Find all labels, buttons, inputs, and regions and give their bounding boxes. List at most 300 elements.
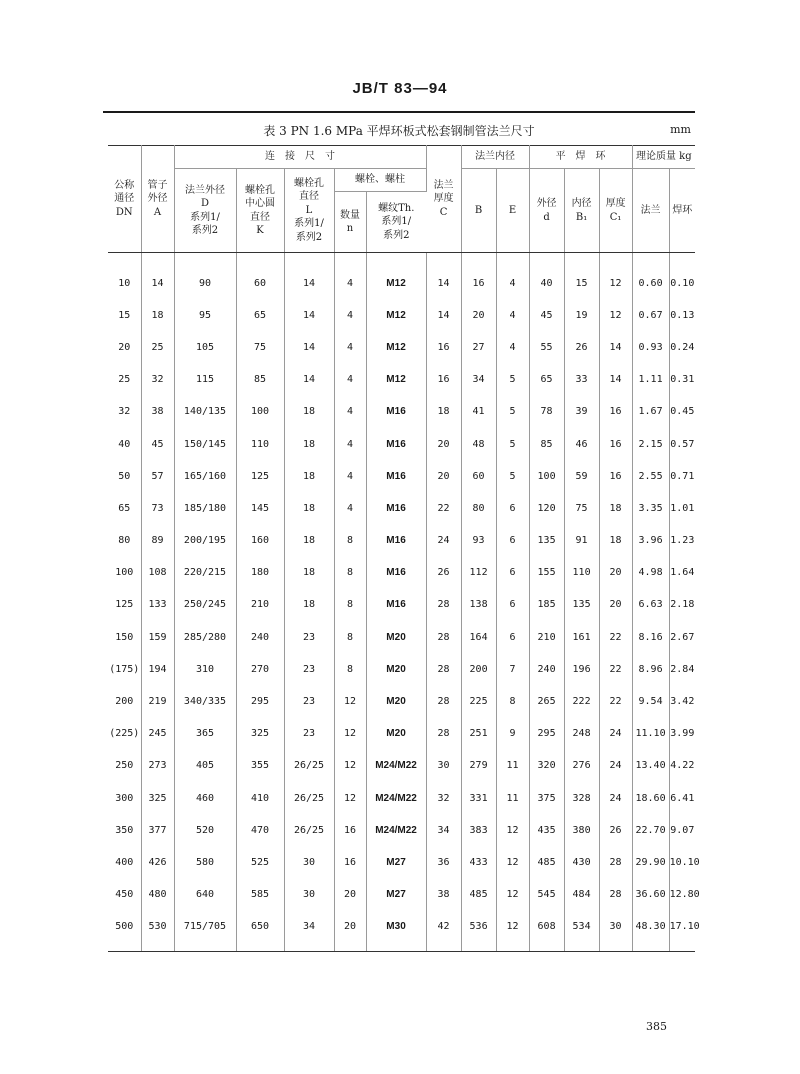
- table-cell: 8: [334, 557, 366, 589]
- table-cell: 4: [334, 364, 366, 396]
- table-cell: 12: [334, 782, 366, 814]
- table-title: 表 3 PN 1.6 MPa 平焊环板式松套钢制管法兰尺寸: [263, 124, 535, 138]
- table-cell: 6: [496, 492, 529, 524]
- table-cell: 4: [334, 428, 366, 460]
- table-cell: 4: [496, 253, 529, 300]
- table-cell: 185/180: [174, 492, 236, 524]
- col-ring-od: 外径 d: [529, 169, 564, 253]
- table-cell: 29.90: [632, 846, 669, 878]
- table-cell: 18.60: [632, 782, 669, 814]
- table-cell: 38: [426, 879, 461, 911]
- table-cell: 484: [564, 879, 599, 911]
- table-cell: 112: [461, 557, 496, 589]
- table-cell: 5: [496, 428, 529, 460]
- table-cell: M12: [366, 299, 426, 331]
- table-cell: 93: [461, 525, 496, 557]
- table-cell: 20: [108, 331, 141, 363]
- table-cell: M16: [366, 525, 426, 557]
- col-thread: 螺纹Th. 系列1/ 系列2: [366, 192, 426, 253]
- table-cell: 210: [236, 589, 284, 621]
- table-cell: 194: [141, 653, 174, 685]
- group-bore: 法兰内径: [461, 146, 529, 169]
- table-cell: (225): [108, 718, 141, 750]
- table-cell: 161: [564, 621, 599, 653]
- table-unit: mm: [670, 123, 691, 136]
- col-mass-ring: 焊环: [669, 169, 695, 253]
- table-cell: 16: [599, 460, 632, 492]
- table-cell: 20: [334, 879, 366, 911]
- table-cell: 32: [141, 364, 174, 396]
- table-cell: 325: [236, 718, 284, 750]
- table-cell: 28: [599, 879, 632, 911]
- table-cell: 240: [236, 621, 284, 653]
- table-cell: 65: [236, 299, 284, 331]
- table-row: [108, 750, 695, 782]
- table-cell: 4: [334, 396, 366, 428]
- table-cell: 28: [426, 589, 461, 621]
- table-cell: 14: [599, 331, 632, 363]
- table-cell: 75: [564, 492, 599, 524]
- table-cell: 14: [284, 253, 334, 300]
- table-cell: 28: [426, 718, 461, 750]
- table-cell: 0.93: [632, 331, 669, 363]
- table-cell: 108: [141, 557, 174, 589]
- table-cell: 12: [334, 718, 366, 750]
- table-cell: 135: [564, 589, 599, 621]
- table-cell: 26: [564, 331, 599, 363]
- table-cell: 32: [426, 782, 461, 814]
- table-cell: 55: [529, 331, 564, 363]
- table-cell: 2.15: [632, 428, 669, 460]
- table-cell: 220/215: [174, 557, 236, 589]
- table-cell: 295: [236, 685, 284, 717]
- table-cell: 42: [426, 911, 461, 952]
- table-cell: 8: [334, 525, 366, 557]
- table-cell: 73: [141, 492, 174, 524]
- table-cell: 225: [461, 685, 496, 717]
- table-cell: 23: [284, 653, 334, 685]
- table-cell: 8: [334, 653, 366, 685]
- table-cell: 222: [564, 685, 599, 717]
- table-row: [108, 331, 695, 363]
- table-cell: 155: [529, 557, 564, 589]
- table-cell: 250: [108, 750, 141, 782]
- table-cell: 715/705: [174, 911, 236, 952]
- table-cell: 30: [426, 750, 461, 782]
- table-cell: 185: [529, 589, 564, 621]
- table-cell: M16: [366, 460, 426, 492]
- table-row: [108, 846, 695, 878]
- table-cell: 500: [108, 911, 141, 952]
- table-cell: 251: [461, 718, 496, 750]
- table-cell: 91: [564, 525, 599, 557]
- table-cell: 100: [236, 396, 284, 428]
- table-cell: M27: [366, 846, 426, 878]
- table-cell: 2.55: [632, 460, 669, 492]
- table-cell: 16: [334, 846, 366, 878]
- table-cell: 16: [461, 253, 496, 300]
- table-cell: 8.16: [632, 621, 669, 653]
- table-cell: 11: [496, 782, 529, 814]
- table-cell: 7: [496, 653, 529, 685]
- table-cell: 6.41: [670, 792, 695, 804]
- table-cell: 14: [284, 331, 334, 363]
- table-cell: 23: [284, 718, 334, 750]
- col-bore-b: B: [461, 169, 496, 253]
- col-bolt-count: 数量 n: [334, 192, 366, 253]
- table-cell: 45: [141, 428, 174, 460]
- table-cell: 25: [108, 364, 141, 396]
- table-caption: [103, 122, 695, 142]
- col-bore-e: E: [496, 169, 529, 253]
- col-pipe-od: 管子 外径 A: [141, 146, 174, 253]
- table-cell: 196: [564, 653, 599, 685]
- table-cell: 160: [236, 525, 284, 557]
- table-cell: 8: [334, 621, 366, 653]
- table-cell: 60: [461, 460, 496, 492]
- table-cell: 14: [599, 364, 632, 396]
- table-cell: M27: [366, 879, 426, 911]
- table-cell: 5: [496, 460, 529, 492]
- header-rule: [103, 111, 695, 113]
- table-cell: 150: [108, 621, 141, 653]
- table-cell: 8.96: [632, 653, 669, 685]
- table-cell: 270: [236, 653, 284, 685]
- table-cell: 9.54: [632, 685, 669, 717]
- table-cell: 10.10: [669, 856, 700, 868]
- table-cell: 18: [284, 589, 334, 621]
- table-cell: M30: [366, 911, 426, 952]
- table-cell: 480: [141, 879, 174, 911]
- table-cell: M12: [366, 253, 426, 300]
- table-cell: 12: [334, 750, 366, 782]
- table-cell: 248: [564, 718, 599, 750]
- table-cell: 135: [529, 525, 564, 557]
- table-cell: 250/245: [174, 589, 236, 621]
- table-cell: 110: [236, 428, 284, 460]
- table-cell: 530: [141, 911, 174, 952]
- document-code: JB/T 83—94: [352, 80, 448, 97]
- table-row: [108, 492, 695, 524]
- table-row: [108, 299, 695, 331]
- table-cell: 377: [141, 814, 174, 846]
- table-cell: 18: [599, 525, 632, 557]
- col-bolt-hole: 螺栓孔 直径 L 系列1/ 系列2: [284, 169, 334, 253]
- table-cell: 16: [599, 396, 632, 428]
- table-cell: 0.57: [670, 438, 695, 450]
- table-cell: 13.40: [632, 750, 669, 782]
- table-cell: M16: [366, 589, 426, 621]
- table-cell: 34: [284, 911, 334, 952]
- table-cell: 245: [141, 718, 174, 750]
- table-cell: 38: [141, 396, 174, 428]
- table-cell: 545: [529, 879, 564, 911]
- table-cell: 200: [108, 685, 141, 717]
- table-cell: 470: [236, 814, 284, 846]
- table-cell: 22.70: [632, 814, 669, 846]
- table-cell: 39: [564, 396, 599, 428]
- table-cell: 4.22: [670, 760, 695, 772]
- group-connection: 连 接 尺 寸: [174, 146, 426, 169]
- table-cell: 2.67: [670, 631, 695, 643]
- table-cell: 26: [599, 814, 632, 846]
- table-cell: M16: [366, 492, 426, 524]
- table-cell: 59: [564, 460, 599, 492]
- table-row: [108, 428, 695, 460]
- table-cell: 1.67: [632, 396, 669, 428]
- table-cell: 20: [334, 911, 366, 952]
- table-cell: 65: [108, 492, 141, 524]
- table-cell: 138: [461, 589, 496, 621]
- table-cell: 18: [426, 396, 461, 428]
- table-cell: 310: [174, 653, 236, 685]
- table-cell: 19: [564, 299, 599, 331]
- table-cell: 133: [141, 589, 174, 621]
- table-cell: 0.45: [670, 406, 695, 418]
- table-row: [108, 253, 695, 300]
- table-cell: 485: [461, 879, 496, 911]
- table-cell: 16: [599, 428, 632, 460]
- table-cell: 14: [284, 299, 334, 331]
- table-row: [108, 782, 695, 814]
- table-cell: 22: [599, 621, 632, 653]
- table-row: [108, 911, 695, 952]
- table-cell: 0.67: [632, 299, 669, 331]
- table-cell: M24/M22: [366, 750, 426, 782]
- table-cell: 22: [426, 492, 461, 524]
- table-cell: 3.42: [670, 696, 695, 708]
- table-cell: 4: [334, 492, 366, 524]
- table-cell: 26: [426, 557, 461, 589]
- table-cell: 380: [564, 814, 599, 846]
- table-cell: 12: [496, 911, 529, 952]
- table-cell: 325: [141, 782, 174, 814]
- table-cell: 24: [599, 718, 632, 750]
- table-cell: 435: [529, 814, 564, 846]
- table-cell: 60: [236, 253, 284, 300]
- table-cell: 24: [599, 750, 632, 782]
- table-cell: 95: [174, 299, 236, 331]
- table-cell: 4: [496, 299, 529, 331]
- table-cell: 23: [284, 685, 334, 717]
- table-cell: 210: [529, 621, 564, 653]
- table-cell: 450: [108, 879, 141, 911]
- table-cell: 16: [334, 814, 366, 846]
- table-cell: 9.07: [670, 824, 695, 836]
- table-row: [108, 364, 695, 396]
- table-cell: 11: [496, 750, 529, 782]
- table-cell: (175): [108, 653, 141, 685]
- table-cell: 200: [461, 653, 496, 685]
- table-cell: 640: [174, 879, 236, 911]
- table-cell: 30: [284, 846, 334, 878]
- table-cell: 14: [426, 253, 461, 300]
- table-cell: 4: [334, 253, 366, 300]
- table-cell: 426: [141, 846, 174, 878]
- table-row: [108, 589, 695, 621]
- table-cell: 328: [564, 782, 599, 814]
- table-cell: M24/M22: [366, 814, 426, 846]
- group-mass: 理论质量 kg: [632, 146, 695, 169]
- table-cell: 10: [108, 253, 141, 300]
- table-cell: 14: [284, 364, 334, 396]
- table-cell: 90: [174, 253, 236, 300]
- table-cell: 350: [108, 814, 141, 846]
- table-cell: 0.24: [670, 341, 695, 353]
- table-cell: 2.18: [670, 599, 695, 611]
- table-cell: 20: [599, 589, 632, 621]
- table-cell: 279: [461, 750, 496, 782]
- table-cell: 20: [599, 557, 632, 589]
- table-cell: 11.10: [632, 718, 669, 750]
- table-cell: 18: [284, 396, 334, 428]
- table-cell: 23: [284, 621, 334, 653]
- table-cell: 110: [564, 557, 599, 589]
- table-cell: 0.60: [632, 253, 669, 300]
- table-cell: 80: [108, 525, 141, 557]
- table-cell: 6: [496, 525, 529, 557]
- col-flange-od: 法兰外径 D 系列1/ 系列2: [174, 169, 236, 253]
- table-cell: 400: [108, 846, 141, 878]
- table-cell: 145: [236, 492, 284, 524]
- table-cell: 36: [426, 846, 461, 878]
- table-cell: 165/160: [174, 460, 236, 492]
- table-cell: 65: [529, 364, 564, 396]
- table-row: [108, 718, 695, 750]
- table-cell: 8: [496, 685, 529, 717]
- table-cell: 120: [529, 492, 564, 524]
- table-cell: 27: [461, 331, 496, 363]
- table-cell: 355: [236, 750, 284, 782]
- table-cell: 18: [284, 492, 334, 524]
- table-cell: 45: [529, 299, 564, 331]
- table-cell: 433: [461, 846, 496, 878]
- table-cell: 405: [174, 750, 236, 782]
- table-cell: 536: [461, 911, 496, 952]
- table-cell: 0.13: [670, 309, 695, 321]
- table-cell: 320: [529, 750, 564, 782]
- table-cell: 100: [529, 460, 564, 492]
- table-cell: 14: [426, 299, 461, 331]
- table-cell: 20: [461, 299, 496, 331]
- table-cell: 430: [564, 846, 599, 878]
- table-cell: 300: [108, 782, 141, 814]
- table-row: [108, 685, 695, 717]
- table-cell: 164: [461, 621, 496, 653]
- table-cell: 18: [141, 299, 174, 331]
- table-cell: 240: [529, 653, 564, 685]
- table-cell: 273: [141, 750, 174, 782]
- table-cell: 276: [564, 750, 599, 782]
- group-ring: 平 焊 环: [529, 146, 632, 169]
- col-ring-id: 内径 B₁: [564, 169, 599, 253]
- table-cell: 85: [236, 364, 284, 396]
- table-cell: 12: [496, 879, 529, 911]
- table-cell: 125: [236, 460, 284, 492]
- table-cell: 6: [496, 621, 529, 653]
- col-dn: 公称 通径 DN: [108, 146, 141, 253]
- table-cell: 40: [108, 428, 141, 460]
- table-cell: 140/135: [174, 396, 236, 428]
- table-cell: 0.71: [670, 470, 695, 482]
- table-cell: 89: [141, 525, 174, 557]
- table-cell: 18: [284, 460, 334, 492]
- table-cell: 28: [426, 621, 461, 653]
- table-cell: M20: [366, 718, 426, 750]
- table-cell: 78: [529, 396, 564, 428]
- table-cell: 24: [599, 782, 632, 814]
- table-cell: 33: [564, 364, 599, 396]
- table-cell: 32: [108, 396, 141, 428]
- table-cell: 0.31: [670, 374, 695, 386]
- table-cell: 285/280: [174, 621, 236, 653]
- table-cell: 26/25: [284, 814, 334, 846]
- table-cell: 0.10: [670, 277, 695, 289]
- table-cell: 12: [599, 253, 632, 300]
- table-cell: 24: [426, 525, 461, 557]
- table-cell: 6.63: [632, 589, 669, 621]
- table-cell: 12: [599, 299, 632, 331]
- table-cell: 22: [599, 685, 632, 717]
- table-cell: 295: [529, 718, 564, 750]
- group-bolts: 螺栓、螺柱: [334, 169, 426, 192]
- table-cell: 26/25: [284, 782, 334, 814]
- table-cell: 1.11: [632, 364, 669, 396]
- table-cell: 28: [426, 685, 461, 717]
- table-cell: 265: [529, 685, 564, 717]
- table-cell: 18: [284, 557, 334, 589]
- table-cell: 25: [141, 331, 174, 363]
- table-cell: 15: [564, 253, 599, 300]
- table-cell: 485: [529, 846, 564, 878]
- flange-dimension-table: [108, 145, 700, 952]
- table-cell: 115: [174, 364, 236, 396]
- table-cell: M16: [366, 396, 426, 428]
- table-cell: 520: [174, 814, 236, 846]
- table-cell: 14: [141, 253, 174, 300]
- table-row: [108, 879, 695, 911]
- table-cell: 580: [174, 846, 236, 878]
- table-cell: M16: [366, 428, 426, 460]
- table-cell: 12.80: [669, 889, 700, 901]
- table-cell: 34: [426, 814, 461, 846]
- table-cell: 48.30: [632, 911, 669, 952]
- table-cell: 8: [334, 589, 366, 621]
- table-cell: 3.96: [632, 525, 669, 557]
- table-cell: 28: [426, 653, 461, 685]
- table-cell: 4: [496, 331, 529, 363]
- table-cell: 85: [529, 428, 564, 460]
- table-cell: 159: [141, 621, 174, 653]
- table-cell: 410: [236, 782, 284, 814]
- table-row: [108, 525, 695, 557]
- col-bolt-circle: 螺栓孔 中心圆 直径 K: [236, 169, 284, 253]
- table-cell: 180: [236, 557, 284, 589]
- table-cell: 1.01: [670, 502, 695, 514]
- table-cell: 48: [461, 428, 496, 460]
- table-cell: 36.60: [632, 879, 669, 911]
- table-cell: 20: [426, 428, 461, 460]
- table-cell: 12: [334, 685, 366, 717]
- table-cell: 6: [496, 589, 529, 621]
- table-cell: 26/25: [284, 750, 334, 782]
- table-cell: 16: [426, 364, 461, 396]
- table-cell: M20: [366, 685, 426, 717]
- table-cell: 6: [496, 557, 529, 589]
- table-cell: 383: [461, 814, 496, 846]
- table-cell: 340/335: [174, 685, 236, 717]
- table-cell: 608: [529, 911, 564, 952]
